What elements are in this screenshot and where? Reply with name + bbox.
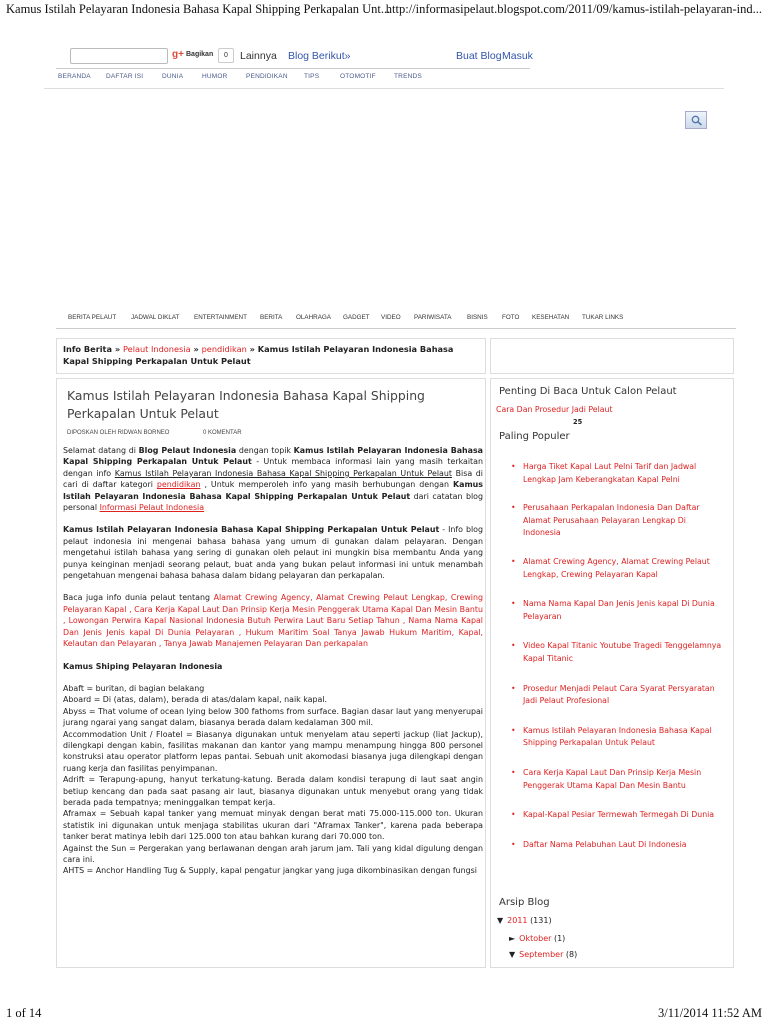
google-plus-icon[interactable]: g+ (172, 49, 184, 60)
archive-year-2011[interactable] (497, 916, 552, 925)
topic-link[interactable]: Kamus Istilah Pelayaran Indonesia Bahasa Kapal Shipping Perkapalan Untuk Pelaut (114, 468, 452, 478)
category-item-berita[interactable]: BERITA (260, 314, 283, 321)
next-blog-link[interactable]: Blog Berikut» (288, 50, 351, 62)
expand-toggle-icon[interactable]: ► (509, 934, 516, 943)
menu-item-beranda[interactable]: BERANDA (58, 73, 91, 80)
category-item-tukar-links[interactable]: TUKAR LINKS (582, 314, 624, 321)
print-page-number: 1 of 14 (6, 1006, 42, 1020)
sidebar (490, 378, 734, 968)
more-button[interactable]: Lainnya (240, 50, 277, 62)
text: , Untuk memperoleh info yang masih berhubungan dengan (200, 480, 453, 490)
breadcrumb-subcategory[interactable]: pendidikan (201, 344, 247, 354)
post-comments-link[interactable]: 0 KOMENTAR (203, 430, 242, 436)
topic-name: Kamus Istilah Pelayaran Indonesia Bahasa Kapal Shipping Perkapalan Untuk Pelaut (63, 525, 440, 535)
glossary-list (63, 683, 483, 877)
popular-post-link[interactable]: • Daftar Nama Pelabuhan Laut Di Indonesia (511, 839, 725, 852)
category-item-video[interactable]: VIDEO (381, 314, 401, 321)
category-item-pariwisata[interactable]: PARIWISATA (414, 314, 452, 321)
print-header (6, 2, 762, 18)
print-datetime: 3/11/2014 11:52 AM (658, 1006, 762, 1020)
popular-post-link[interactable]: • Nama Nama Kapal Dan Jenis Jenis kapal Di Dunia Pelayaran (511, 598, 725, 623)
glossary-entry: Adrift = Terapung-apung, hanyut terkatung-katung. Berada dalam kondisi terapung di laut saat angin betiup kencang dan pada saat pasang air laut, biasanya digunakan untuk menyebut orang yang tidak berada pada tempatnya; meninggalkan tempat kerja. (63, 775, 483, 807)
text: dari catatan blog personal (63, 491, 483, 513)
category-item-olahraga[interactable]: OLAHRAGA (296, 314, 331, 321)
category-item-gadget[interactable]: GADGET (343, 314, 370, 321)
text: - Info blog pelaut indonesia ini mengenai bahasa bahasa yang umum di gunakan dalam pelayaran. Dengan mengetahui istilah bahasa yang sering di gunakan oleh pelaut ini mungkin bisa membantu Anda yang punya keinginan menjadi seorang pelaut, buat anda yang bukan pelaut informasi ini untuk menambah pengetahuan mengenai bahasa bahasa dalam bidang pelayaran dan perkapalan. (63, 525, 484, 581)
navbar-divider (56, 68, 530, 69)
popular-post-link[interactable]: • Kapal-Kapal Pesiar Termewah Termegah Di Dunia (511, 809, 725, 822)
important-count: 25 (573, 418, 583, 426)
share-button[interactable]: Bagikan (186, 51, 214, 58)
collapse-toggle-icon[interactable]: ▼ (497, 916, 504, 925)
section-heading-text: Kamus Shiping Pelayaran Indonesia (63, 661, 223, 671)
glossary-entry: Against the Sun = Pergerakan yang berlawanan dengan arah jarum jam. Tali yang kidal digulung dengan cara ini. (63, 843, 483, 864)
topic-name: Kamus Istilah Pelayaran Indonesia Bahasa Kapal Shipping Perkapalan Untuk Pelaut (63, 446, 484, 467)
menu-item-tips[interactable]: TIPS (304, 73, 320, 80)
popular-post-link[interactable]: • Perusahaan Perkapalan Indonesia Dan Daftar Alamat Perusahaan Pelayaran Lengkap Di Indonesia (511, 502, 725, 540)
post-title[interactable]: Kamus Istilah Pelayaran Indonesia Bahasa Kapal Shipping Perkapalan Untuk Pelaut (67, 388, 425, 421)
collapse-toggle-icon[interactable]: ▼ (509, 950, 516, 959)
popular-post-link[interactable]: • Prosedur Menjadi Pelaut Cara Syarat Persyaratan Jadi Pelaut Profesional (511, 683, 725, 708)
site-link[interactable]: Informasi Pelaut Indonesia (99, 503, 205, 513)
menu-item-daftar-isi[interactable]: DAFTAR ISI (106, 73, 144, 80)
text: Selamat datang di (63, 446, 139, 455)
intro-paragraph (63, 445, 483, 513)
post-container (56, 378, 486, 968)
popular-post-link[interactable]: • Cara Kerja Kapal Laut Dan Prinsip Kerja Mesin Penggerak Utama Kapal Dan Mesin Bantu (511, 767, 725, 792)
text: Baca juga info dunia pelaut tentang (63, 593, 214, 603)
category-link[interactable]: pendidikan (156, 480, 201, 490)
glossary-entry: AHTS = Anchor Handling Tug & Supply, kapal pengatur jangkar yang juga dikombinasikan dengan fungsi (63, 866, 477, 876)
category-item-kesehatan[interactable]: KESEHATAN (532, 314, 570, 321)
breadcrumb-separator: » (114, 344, 121, 354)
glossary-entry: Abyss = That volume of ocean lying below 300 fathoms from surface. Bagian dasar laut yang menyerupai jurang ngarai yang sangat dalam, biasanya berada dalam kedalaman 300 mil. (63, 706, 483, 728)
category-item-entertainment[interactable]: ENTERTAINMENT (194, 314, 247, 321)
related-links[interactable]: Alamat Crewing Agency, Alamat Crewing Pelaut Lengkap, Crewing Pelayaran Kapal , Cara Kerja Kapal Laut Dan Prinsip Kerja Mesin Penggerak Utama Kapal Dan Mesin Bantu , Lowongan Perwira Kapal Nasional Indonesia Butuh Perwira Laut Baru Setiap Tahun , Nama Nama Kapal Dan Jenis Jenis kapal Di Dunia Pelayaran , Hukum Maritim Soal Tanya Jawab Hukum Maritim, Kapal, Kelautan dan Pelayaran , Tanya Jawab Manajemen Pelayaran Dan perkapalan (63, 593, 483, 649)
archive-label[interactable]: Oktober (519, 934, 552, 943)
print-page-url: http://informasipelaut.blogspot.com/2011/09/kamus-istilah-pelayaran-ind... (385, 2, 762, 16)
header-divider (44, 88, 724, 89)
category-item-berita-pelaut[interactable]: BERITA PELAUT (68, 314, 117, 321)
text: - Untuk membaca informasi lain yang masih terkaitan dengan info (63, 457, 483, 478)
menu-item-humor[interactable]: HUMOR (202, 73, 228, 80)
print-page-title: Kamus Istilah Pelayaran Indonesia Bahasa Kapal Shipping Perkapalan Unt... (6, 2, 391, 16)
category-item-foto[interactable]: FOTO (502, 314, 520, 321)
archive-count: (1) (553, 934, 566, 943)
menu-item-pendidikan[interactable]: PENDIDIKAN (246, 73, 288, 80)
breadcrumb-separator: » (249, 344, 255, 354)
important-link[interactable]: Cara Dan Prosedur Jadi Pelaut (496, 405, 613, 414)
breadcrumb-separator: » (193, 344, 199, 354)
important-heading: Penting Di Baca Untuk Calon Pelaut (499, 386, 677, 397)
description-paragraph (63, 524, 483, 581)
category-item-bisnis[interactable]: BISNIS (467, 314, 488, 321)
blog-name: Blog Pelaut Indonesia (138, 446, 237, 455)
print-footer (6, 1006, 762, 1022)
archive-heading: Arsip Blog (499, 897, 550, 908)
glossary-entry: Aframax = Sebuah kapal tanker yang memuat minyak dengan berat mati 75.000-115.000 ton. Ukuran statistik ini digunakan untuk menjaga stabilitas ukuran dari "Aframax Tanker", karena pada beberapa tanker berat matinya lebih dari 125.000 ton atau bahkan kurang dari 70.000 ton. (63, 809, 483, 842)
text: dengan topik (236, 446, 294, 455)
archive-label[interactable]: 2011 (507, 916, 528, 925)
menu-item-trends[interactable]: TRENDS (394, 73, 422, 80)
text: Bisa di cari di daftar kategori (63, 468, 483, 490)
topic-name: Kamus Istilah Pelayaran Indonesia Bahasa Kapal Shipping Perkapalan Untuk Pelaut (63, 480, 483, 501)
breadcrumb-home[interactable]: Info Berita (63, 344, 112, 354)
archive-label[interactable]: September (519, 950, 564, 959)
category-divider (56, 328, 736, 329)
search-button[interactable] (685, 111, 707, 129)
popular-post-link[interactable]: • Harga Tiket Kapal Laut Pelni Tarif dan Jadwal Lengkap Jam Keberangkatan Kapal Pelni (511, 461, 725, 486)
sign-in-link[interactable]: Masuk (502, 50, 533, 62)
magnifier-icon (691, 115, 703, 126)
archive-count: (8) (565, 950, 578, 959)
share-count: 0 (218, 48, 234, 63)
post-author[interactable]: DIPOSKAN OLEH RIDWAN BORNEO (67, 430, 170, 436)
breadcrumb-category[interactable]: Pelaut Indonesia (123, 344, 191, 354)
blogger-navbar (58, 46, 532, 68)
breadcrumb (56, 338, 486, 374)
sidebar-widget-empty (490, 338, 734, 374)
popular-post-link[interactable]: • Kamus Istilah Pelayaran Indonesia Bahasa Kapal Shipping Perkapalan Untuk Pelaut (511, 725, 725, 750)
section-heading (63, 661, 483, 672)
navbar-search-input[interactable] (70, 48, 168, 64)
glossary-entry: Aboard = Di (atas, dalam), berada di atas/dalam kapal, naik kapal. (63, 695, 328, 705)
popular-posts-list (511, 461, 725, 851)
menu-item-otomotif[interactable]: OTOMOTIF (340, 73, 376, 80)
archive-month-september[interactable] (509, 950, 577, 959)
popular-heading: Paling Populer (499, 431, 570, 442)
popular-post-link[interactable]: • Alamat Crewing Agency, Alamat Crewing Pelaut Lengkap, Crewing Pelayaran Kapal (511, 556, 725, 581)
post-body (63, 445, 483, 877)
glossary-entry: Accommodation Unit / Floatel = Biasanya digunakan untuk menyelam atau seperti jackup (liat Jackup), dilengkapi dengan kabin, fasilitas makanan dan kantor yang mampu menampung hingga 800 personel konstruksi atau operator platform lepas pantai. Sebuah unit akomodasi biasanya juga dilengkapi dengan ruang kerja dan fasilitas penyimpanan. (63, 729, 483, 773)
related-links-paragraph (63, 592, 483, 649)
menu-item-dunia[interactable]: DUNIA (162, 73, 184, 80)
breadcrumb-current: Kamus Istilah Pelayaran Indonesia Bahasa Kapal Shipping Perkapalan Untuk Pelaut (63, 344, 454, 366)
archive-count: (131) (530, 916, 552, 925)
category-item-jadwal-diklat[interactable]: JADWAL DIKLAT (131, 314, 180, 321)
archive-month-oktober[interactable] (509, 934, 565, 943)
popular-post-link[interactable]: • Video Kapal Titanic Youtube Tragedi Tenggelamnya Kapal Titanic (511, 640, 725, 665)
glossary-entry: Abaft = buritan, di bagian belakang (63, 683, 205, 693)
create-blog-link[interactable]: Buat Blog (456, 50, 502, 62)
